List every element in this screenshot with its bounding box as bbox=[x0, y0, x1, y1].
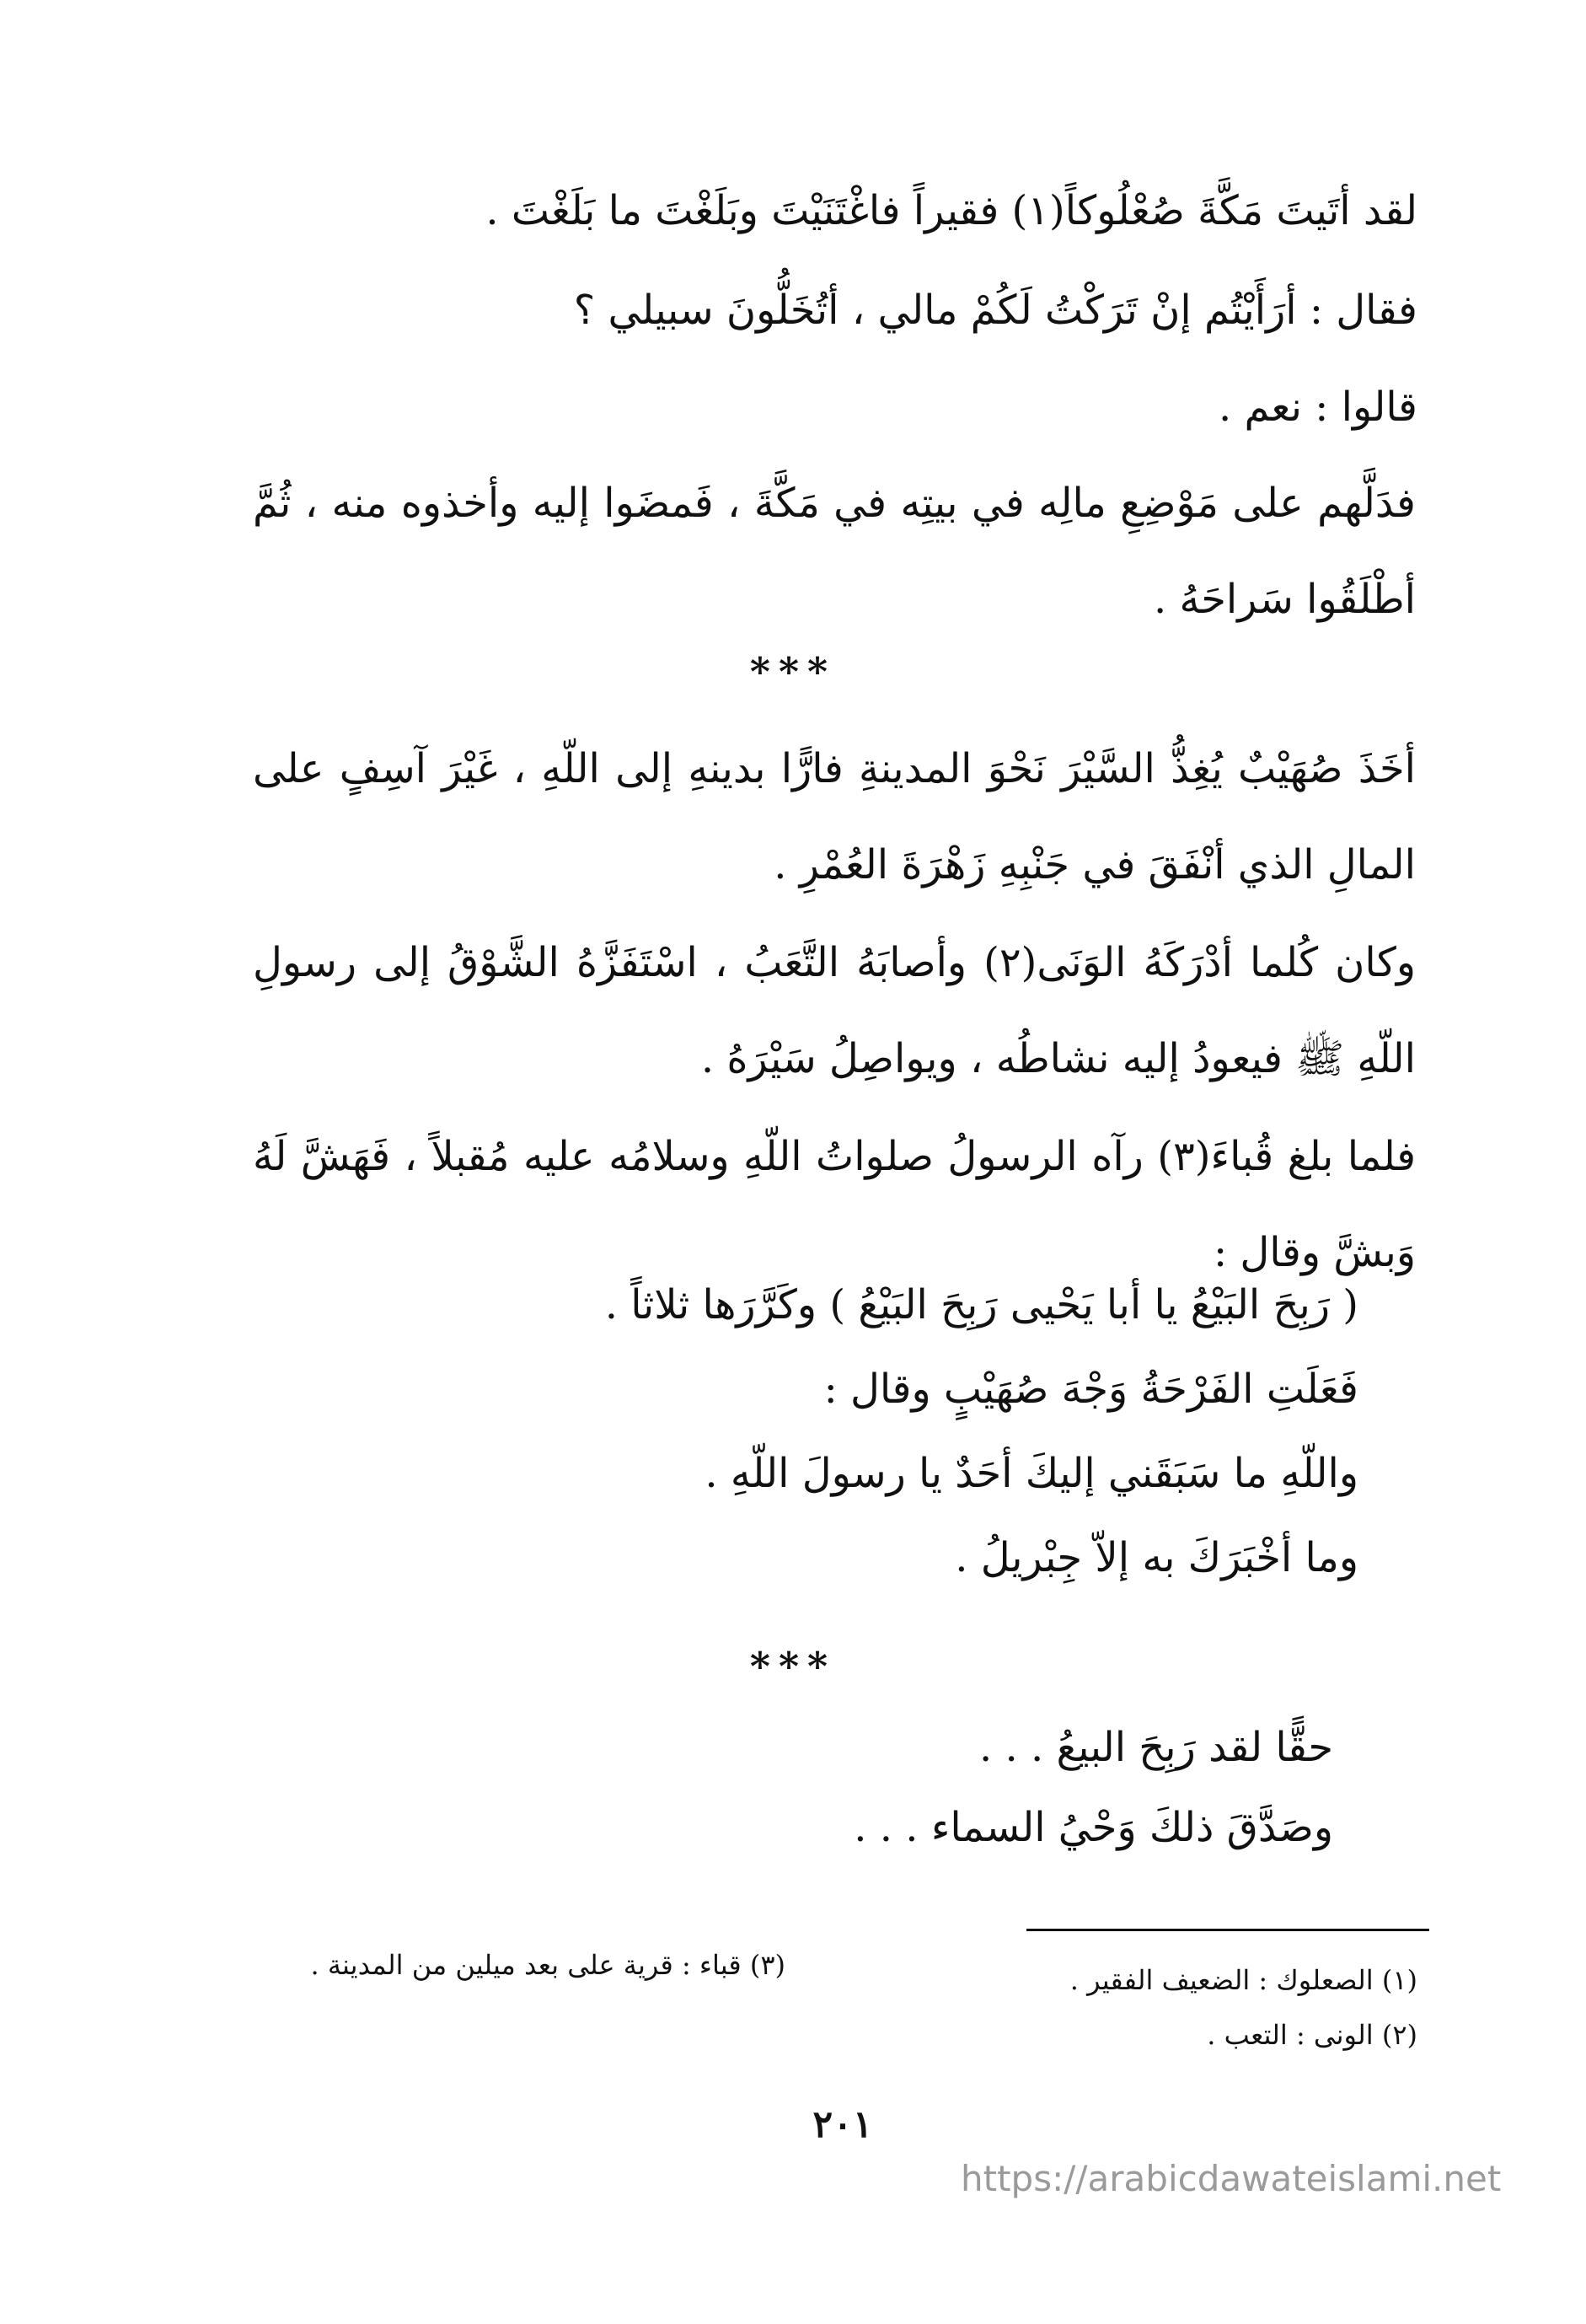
paragraph: فدَلَّهم على مَوْضِعِ مالِه في بيتِه في مَكَّةَ ، فَمضَوا إليه وأخذوه منه ، ثُمَّ أطْلَقُوا سَراحَهُ . bbox=[253, 480, 1416, 623]
page-number: ٢٠١ bbox=[812, 2103, 873, 2146]
section-separator: *** bbox=[749, 649, 837, 695]
paragraph: فلما بلغ قُباءَ(٣) رآه الرسولُ صلواتُ اللّهِ وسلامُه عليه مُقبلاً ، فَهَشَّ لَهُ وَبشَّ وقال : bbox=[253, 1133, 1417, 1276]
section-separator: *** bbox=[749, 1644, 837, 1689]
paragraph: وما أخْبَرَكَ به إلاّ جِبْريلُ . bbox=[955, 1534, 1358, 1581]
paragraph: فقال : أرَأَيْتُم إنْ تَرَكْتُ لَكُمْ مالي ، أتُخَلُّونَ سبيلي ؟ bbox=[573, 287, 1417, 334]
paragraph: قالوا : نعم . bbox=[1219, 384, 1417, 431]
paragraph: واللّهِ ما سَبَقَني إليكَ أحَدٌ يا رسولَ اللّهِ . bbox=[705, 1450, 1358, 1497]
footnote: (١) الصعلوك : الضعيف الفقير . bbox=[1069, 1964, 1417, 1996]
footnote-rule bbox=[1026, 1929, 1429, 1931]
paragraph: وكان كُلما أدْرَكَهُ الوَنَى(٢) وأصابَهُ التَّعَبُ ، اسْتَفَزَّهُ الشَّوْقُ إلى رسولِ اللّهِ ﷺ فيعودُ إليه نشاطُه ، ويواصِلُ سَيْرَهُ . bbox=[253, 939, 1417, 1082]
footnote: (٢) الونى : التعب . bbox=[1207, 2019, 1417, 2051]
paragraph-line: لقد أتَيتَ مَكَّةَ صُعْلُوكاً(١) فقيراً فاغْتَنَيْتَ وبَلَغْتَ ما بَلَغْتَ . bbox=[485, 187, 1417, 234]
paragraph: حقًّا لقد رَبِحَ البيعُ . . . bbox=[979, 1724, 1333, 1771]
watermark-url: https://arabicdawateislami.net bbox=[961, 2158, 1502, 2199]
footnote: (٣) قباء : قرية على بعد ميلين من المدينة . bbox=[310, 1949, 785, 1981]
paragraph: فَعَلَتِ الفَرْحَةُ وَجْهَ صُهَيْبٍ وقال : bbox=[823, 1366, 1358, 1413]
paragraph: ( رَبِحَ البَيْعُ يا أبا يَحْيى رَبِحَ البَيْعُ ) وكَرَّرَها ثلاثاً . bbox=[604, 1281, 1358, 1328]
paragraph: أخَذَ صُهَيْبٌ يُغِذُّ السَّيْرَ نَحْوَ المدينةِ فارًّا بدينهِ إلى اللّهِ ، غَيْرَ آسِفٍ على المالِ الذي أنْفَقَ في جَنْبِهِ زَهْرَةَ العُمْرِ . bbox=[253, 745, 1416, 888]
paragraph: وصَدَّقَ ذلكَ وَحْيُ السماء . . . bbox=[854, 1804, 1333, 1851]
